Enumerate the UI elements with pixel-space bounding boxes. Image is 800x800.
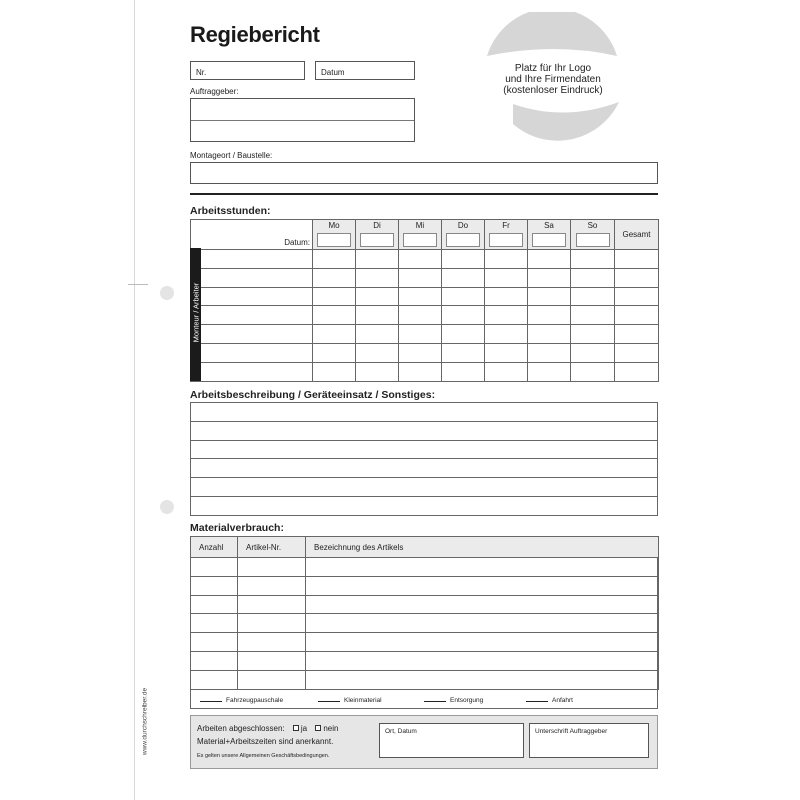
logo-placeholder-text [478, 63, 628, 96]
table-cell[interactable] [191, 459, 658, 478]
auftraggeber-field[interactable] [190, 98, 415, 142]
blank-line [526, 701, 548, 702]
pauschale-kleinmaterial[interactable] [318, 697, 382, 704]
table-cell[interactable] [191, 496, 658, 515]
table-row [191, 558, 659, 577]
pauschale-anfahrt[interactable] [526, 697, 573, 704]
table-cell[interactable] [399, 343, 442, 362]
table-cell[interactable] [399, 250, 442, 269]
table-cell[interactable] [399, 306, 442, 325]
table-row [191, 306, 659, 325]
table-row [191, 343, 659, 362]
table-cell[interactable] [615, 362, 659, 381]
nein-checkbox[interactable] [315, 725, 321, 731]
table-cell[interactable] [442, 343, 485, 362]
table-cell[interactable] [356, 268, 399, 287]
auftraggeber-divider [191, 120, 414, 121]
table-cell[interactable] [442, 362, 485, 381]
day-header-mo [313, 220, 356, 250]
table-cell[interactable] [485, 325, 528, 344]
table-cell[interactable] [191, 403, 658, 422]
worker-label: Monteur / Arbeiter [191, 282, 201, 343]
table-cell[interactable] [615, 325, 659, 344]
table-cell[interactable] [528, 325, 571, 344]
table-cell[interactable] [238, 633, 306, 652]
description-table [190, 402, 658, 516]
table-cell[interactable] [485, 306, 528, 325]
table-cell[interactable] [442, 325, 485, 344]
table-row [191, 268, 659, 287]
table-cell[interactable] [191, 343, 313, 362]
table-cell[interactable] [191, 268, 313, 287]
ja-label: ja [300, 724, 308, 733]
table-cell[interactable] [571, 343, 615, 362]
day-header-mi [399, 220, 442, 250]
table-cell[interactable] [571, 306, 615, 325]
table-row [191, 459, 658, 478]
table-cell[interactable] [356, 325, 399, 344]
gesamt-header: Gesamt [615, 220, 659, 250]
table-cell[interactable] [571, 268, 615, 287]
hours-table [190, 219, 659, 382]
table-cell[interactable] [191, 325, 313, 344]
table-cell[interactable] [615, 250, 659, 269]
table-cell[interactable] [238, 651, 306, 670]
page-margin-line [134, 0, 135, 800]
day-label: Fr [502, 221, 510, 230]
completed-label: Arbeiten abgeschlossen: [197, 724, 285, 733]
blank-line [424, 701, 446, 702]
table-cell[interactable] [615, 287, 659, 306]
table-row [191, 614, 659, 633]
hours-datum-label: Datum: [191, 220, 313, 250]
table-row [191, 651, 659, 670]
nein-label: nein [323, 724, 339, 733]
table-cell[interactable] [442, 287, 485, 306]
table-cell[interactable] [306, 576, 659, 595]
table-cell[interactable] [528, 343, 571, 362]
hours-rows [191, 250, 659, 382]
table-cell[interactable] [442, 306, 485, 325]
table-cell[interactable] [528, 362, 571, 381]
table-cell[interactable] [238, 614, 306, 633]
table-cell[interactable] [485, 287, 528, 306]
date-input-fr[interactable] [489, 233, 523, 247]
table-cell[interactable] [306, 651, 659, 670]
table-cell[interactable] [191, 576, 238, 595]
montageort-field[interactable] [190, 162, 658, 184]
table-cell[interactable] [356, 306, 399, 325]
table-cell[interactable] [571, 362, 615, 381]
day-header-sa [528, 220, 571, 250]
table-cell[interactable] [571, 287, 615, 306]
table-cell[interactable] [485, 250, 528, 269]
datum-label: Datum [321, 68, 345, 77]
table-row [191, 496, 658, 515]
punch-hole-bottom [160, 500, 174, 514]
description-section-title: Arbeitsbeschreibung / Geräteeinsatz / Sonstiges: [190, 389, 436, 401]
date-input-do[interactable] [446, 233, 480, 247]
table-row [191, 478, 658, 497]
agb-line: Es gelten unsere Allgemeinen Geschäftsbedingungen. [197, 753, 330, 759]
signature-field[interactable] [529, 723, 649, 758]
logo-line-1: Platz für Ihr Logo [514, 63, 592, 74]
table-cell[interactable] [191, 595, 238, 614]
table-cell[interactable] [191, 362, 313, 381]
table-cell[interactable] [191, 306, 313, 325]
table-cell[interactable] [356, 362, 399, 381]
date-input-so[interactable] [576, 233, 610, 247]
table-cell[interactable] [306, 595, 659, 614]
pauschale-label: Fahrzeugpauschale [226, 697, 284, 704]
confirmation-box [190, 715, 658, 769]
table-cell[interactable] [571, 325, 615, 344]
header-separator [190, 193, 658, 195]
table-cell[interactable] [191, 614, 238, 633]
table-cell[interactable] [191, 670, 238, 689]
col-artikel-nr: Artikel-Nr. [238, 537, 306, 558]
logo-line-3: (kostenloser Eindruck) [503, 85, 603, 96]
signature-label: Unterschrift Auftraggeber [535, 728, 608, 735]
table-cell[interactable] [313, 306, 356, 325]
ja-checkbox[interactable] [293, 725, 299, 731]
day-header-fr [485, 220, 528, 250]
date-input-mi[interactable] [403, 233, 437, 247]
table-cell[interactable] [442, 250, 485, 269]
pauschale-label: Entsorgung [450, 697, 484, 704]
table-cell[interactable] [313, 250, 356, 269]
pauschale-label: Kleinmaterial [344, 697, 382, 704]
table-cell[interactable] [313, 268, 356, 287]
pauschale-entsorgung[interactable] [424, 697, 483, 704]
montageort-label: Montageort / Baustelle: [190, 151, 273, 160]
material-table [190, 536, 659, 690]
table-cell[interactable] [528, 287, 571, 306]
table-cell[interactable] [399, 325, 442, 344]
material-rows [191, 558, 659, 690]
day-label: Sa [544, 221, 554, 230]
table-cell[interactable] [356, 287, 399, 306]
description-rows [191, 403, 658, 516]
completed-line [197, 724, 338, 733]
date-input-sa[interactable] [532, 233, 566, 247]
table-cell[interactable] [356, 343, 399, 362]
punch-hole-top [160, 286, 174, 300]
table-cell[interactable] [615, 306, 659, 325]
table-cell[interactable] [528, 306, 571, 325]
day-header-di [356, 220, 399, 250]
table-row [191, 325, 659, 344]
table-row [191, 362, 659, 381]
fold-mark [128, 284, 148, 285]
pauschale-fahrzeug[interactable] [200, 697, 283, 704]
day-header-so [571, 220, 615, 250]
pauschale-label: Anfahrt [552, 697, 573, 704]
ort-datum-label: Ort, Datum [385, 728, 417, 735]
table-cell[interactable] [442, 268, 485, 287]
table-cell[interactable] [313, 343, 356, 362]
table-cell[interactable] [528, 250, 571, 269]
table-cell[interactable] [615, 268, 659, 287]
hours-section-title: Arbeitsstunden: [190, 205, 271, 217]
table-cell[interactable] [313, 325, 356, 344]
table-cell[interactable] [238, 576, 306, 595]
day-header-do [442, 220, 485, 250]
auftraggeber-label: Auftraggeber: [190, 87, 239, 96]
day-label: Do [457, 221, 469, 230]
day-label: So [587, 221, 598, 230]
table-cell[interactable] [571, 250, 615, 269]
material-section-title: Materialverbrauch: [190, 522, 284, 534]
table-cell[interactable] [399, 362, 442, 381]
col-anzahl: Anzahl [191, 537, 238, 558]
table-cell[interactable] [306, 633, 659, 652]
nr-field[interactable] [190, 61, 305, 80]
table-cell[interactable] [238, 595, 306, 614]
table-row [191, 287, 659, 306]
table-cell[interactable] [485, 343, 528, 362]
col-bezeichnung: Bezeichnung des Artikels [306, 537, 659, 558]
table-cell[interactable] [356, 250, 399, 269]
blank-line [318, 701, 340, 702]
table-cell[interactable] [191, 421, 658, 440]
table-cell[interactable] [191, 250, 313, 269]
table-cell[interactable] [191, 478, 658, 497]
table-row [191, 403, 658, 422]
table-cell[interactable] [313, 287, 356, 306]
table-cell[interactable] [306, 614, 659, 633]
logo-line-2: und Ihre Firmendaten [505, 74, 601, 85]
table-cell[interactable] [191, 633, 238, 652]
table-row [191, 633, 659, 652]
day-label: Di [373, 221, 381, 230]
date-input-di[interactable] [360, 233, 394, 247]
table-cell[interactable] [399, 287, 442, 306]
table-row [191, 440, 658, 459]
page-title: Regiebericht [190, 22, 320, 47]
table-cell[interactable] [238, 558, 306, 577]
table-row [191, 421, 658, 440]
date-input-mo[interactable] [317, 233, 351, 247]
accepted-line: Material+Arbeitszeiten sind anerkannt. [197, 737, 334, 746]
table-row [191, 595, 659, 614]
datum-field[interactable] [315, 61, 415, 80]
ort-datum-field[interactable] [379, 723, 524, 758]
table-cell[interactable] [615, 343, 659, 362]
table-cell[interactable] [313, 362, 356, 381]
table-row [191, 670, 659, 689]
day-label: Mo [328, 221, 340, 230]
table-cell[interactable] [191, 651, 238, 670]
table-cell[interactable] [191, 558, 238, 577]
table-cell[interactable] [238, 670, 306, 689]
table-cell[interactable] [191, 440, 658, 459]
side-url: www.durchschreiber.de [141, 687, 149, 756]
table-cell[interactable] [191, 287, 313, 306]
table-row [191, 250, 659, 269]
table-cell[interactable] [399, 268, 442, 287]
table-cell[interactable] [485, 362, 528, 381]
day-label: Mi [415, 221, 425, 230]
table-cell[interactable] [528, 268, 571, 287]
blank-line [200, 701, 222, 702]
table-cell[interactable] [306, 558, 659, 577]
nr-label: Nr. [196, 68, 207, 77]
table-row [191, 576, 659, 595]
table-cell[interactable] [485, 268, 528, 287]
table-cell[interactable] [306, 670, 659, 689]
